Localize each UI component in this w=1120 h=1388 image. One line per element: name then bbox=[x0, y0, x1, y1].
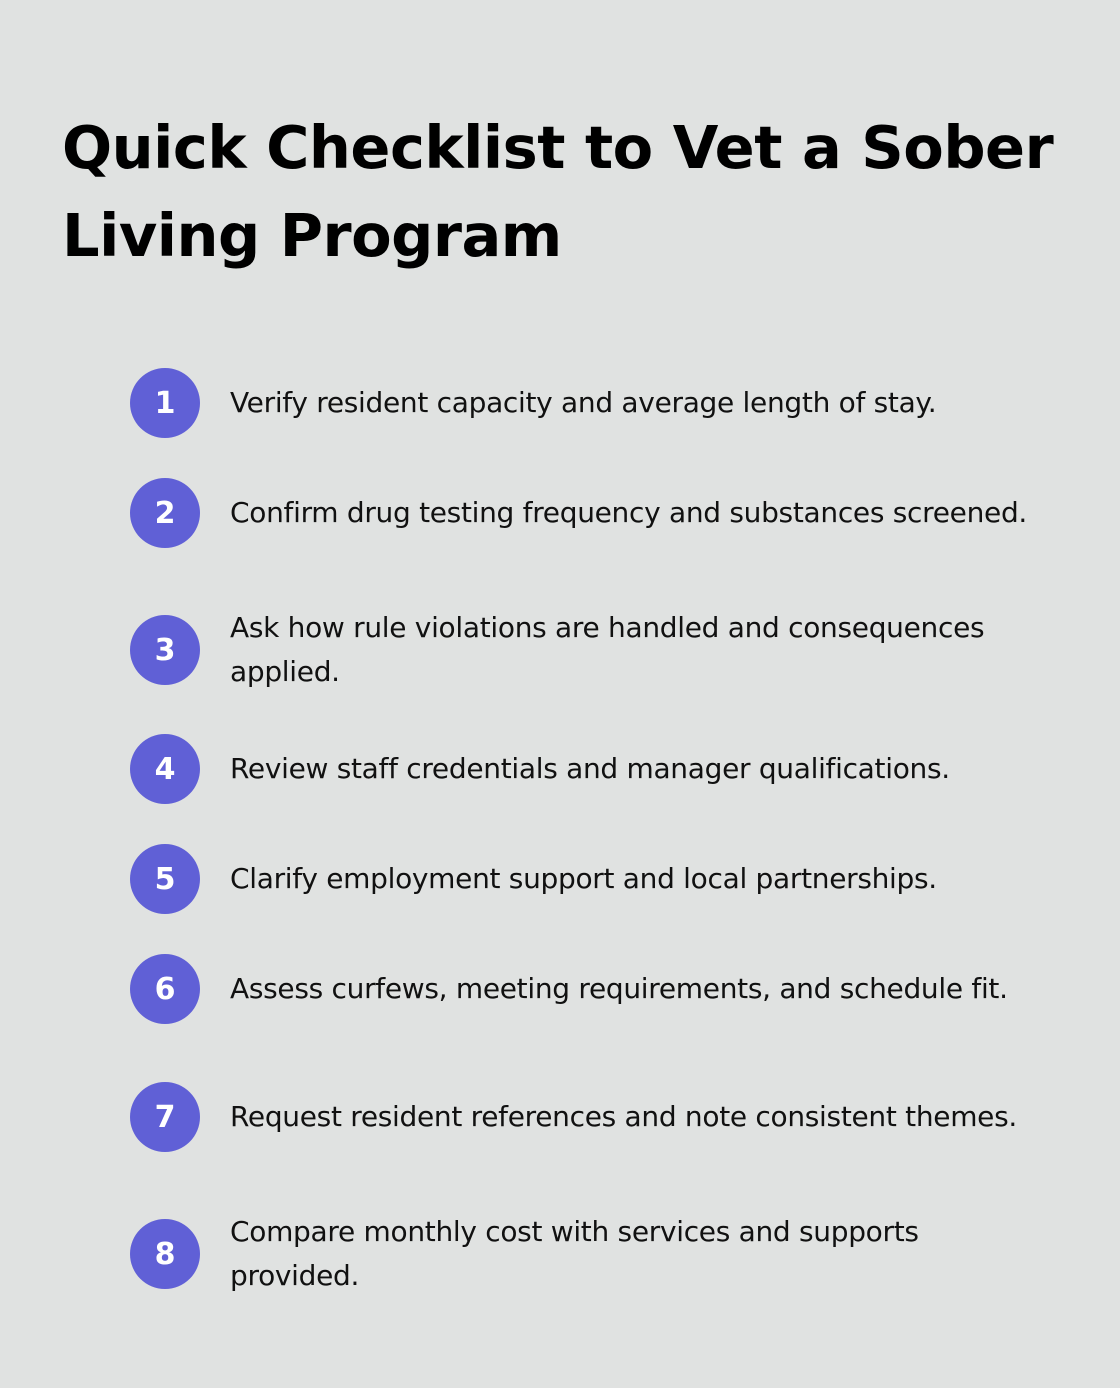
step-number-badge: 7 bbox=[130, 1082, 200, 1152]
checklist-item bbox=[130, 606, 1060, 694]
step-number-badge: 6 bbox=[130, 954, 200, 1024]
page-title: Quick Checklist to Vet a Sober Living Program bbox=[62, 113, 1054, 270]
step-number-badge: 5 bbox=[130, 844, 200, 914]
checklist-item bbox=[130, 954, 1060, 1024]
checklist-item-text: Verify resident capacity and average length of stay. bbox=[230, 386, 937, 419]
checklist-item-text: Confirm drug testing frequency and substances screened. bbox=[230, 496, 1028, 529]
checklist-item bbox=[130, 734, 1060, 804]
step-number-badge: 3 bbox=[130, 615, 200, 685]
checklist-item bbox=[130, 368, 1060, 438]
step-number-badge: 1 bbox=[130, 368, 200, 438]
step-number-badge: 8 bbox=[130, 1219, 200, 1289]
step-number-badge: 4 bbox=[130, 734, 200, 804]
checklist-item-text: Clarify employment support and local partnerships. bbox=[230, 862, 937, 895]
step-number-badge: 2 bbox=[130, 478, 200, 548]
checklist-item bbox=[130, 1082, 1060, 1152]
checklist-item-text: Compare monthly cost with services and supports provided. bbox=[230, 1215, 919, 1292]
checklist-item bbox=[130, 1210, 1060, 1298]
checklist-item-text: Ask how rule violations are handled and consequences applied. bbox=[230, 611, 985, 688]
checklist-item-text: Review staff credentials and manager qualifications. bbox=[230, 752, 950, 785]
checklist-item bbox=[130, 478, 1060, 548]
checklist-item-text: Request resident references and note consistent themes. bbox=[230, 1100, 1017, 1133]
checklist-item bbox=[130, 844, 1060, 914]
checklist-item-text: Assess curfews, meeting requirements, and schedule fit. bbox=[230, 972, 1008, 1005]
